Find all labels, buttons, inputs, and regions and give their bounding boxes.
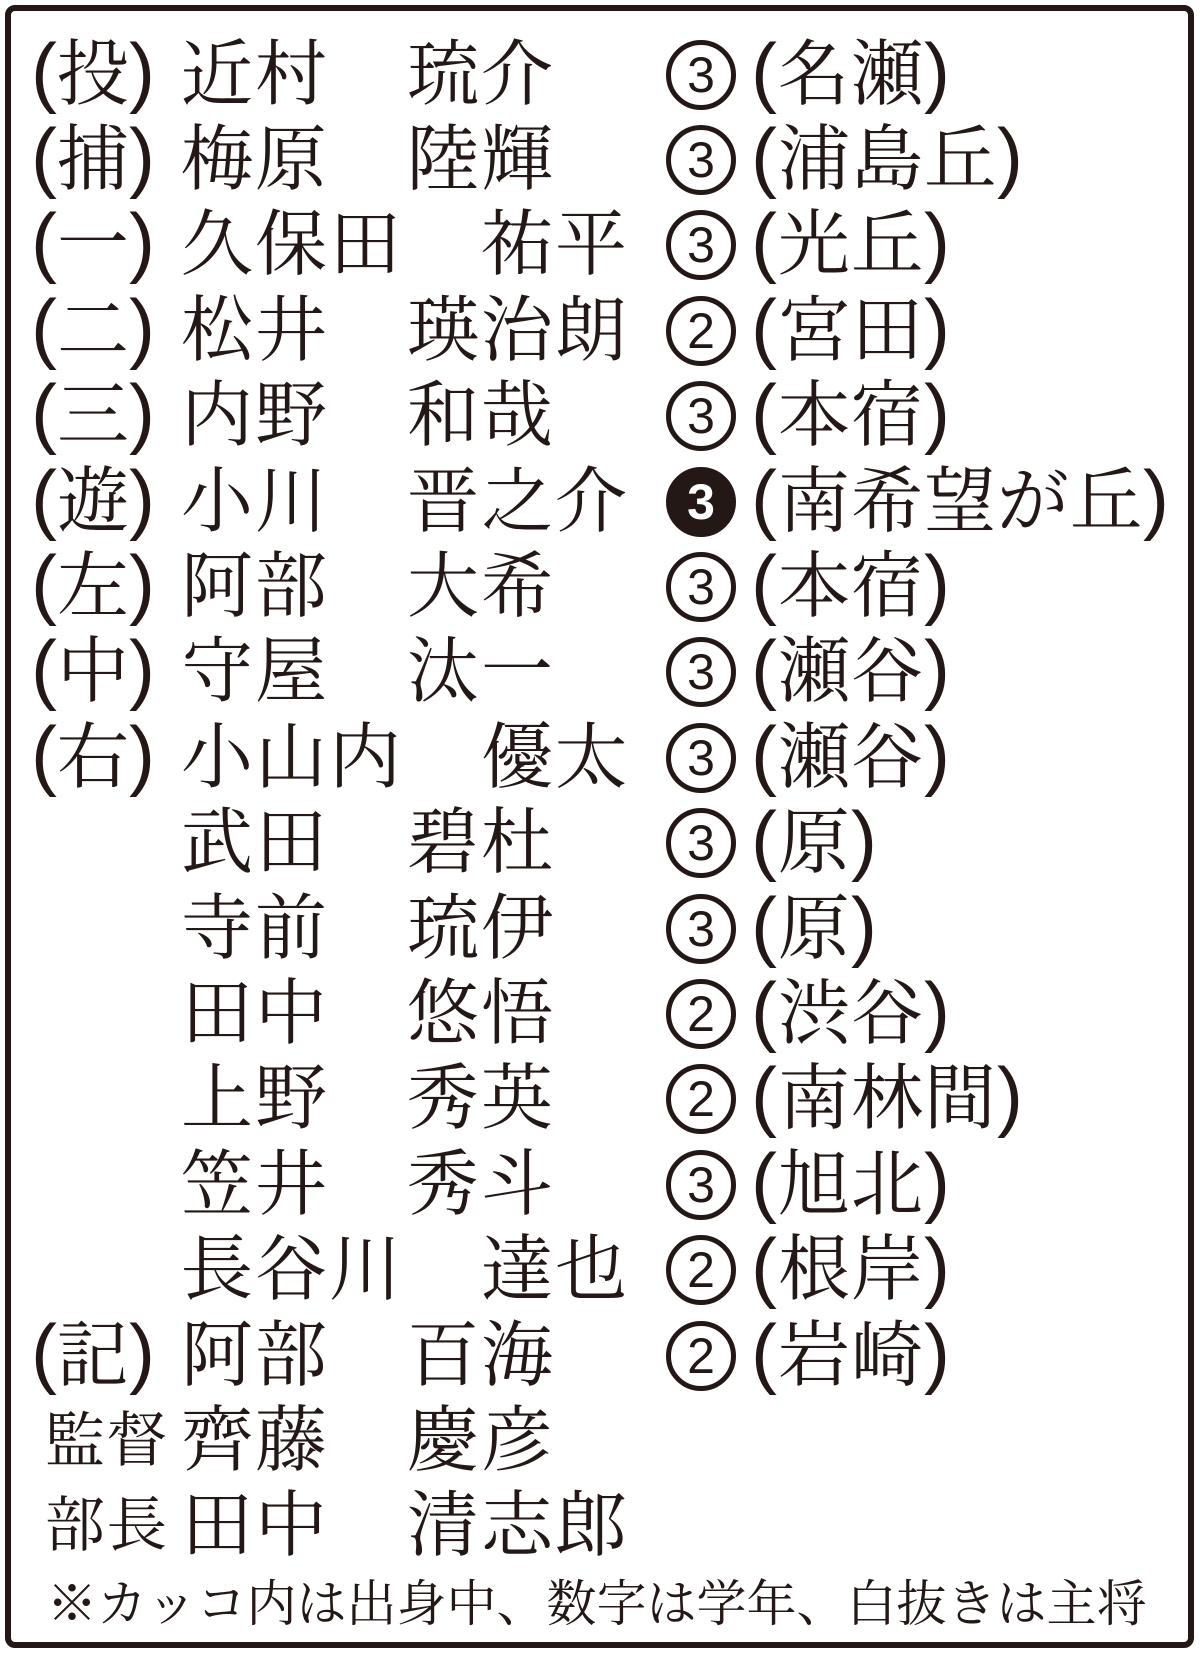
name-space <box>329 1526 407 1527</box>
position-label <box>31 539 181 628</box>
position-text: 右 <box>56 717 129 798</box>
position-label <box>31 368 181 457</box>
family-name: 内野 <box>181 376 330 457</box>
close-paren: ) <box>924 368 951 457</box>
open-paren: ( <box>751 795 778 884</box>
name-space <box>329 1440 407 1441</box>
position-text: 監督 <box>45 1406 169 1474</box>
roster-row <box>11 795 1188 886</box>
school-cell <box>751 1222 951 1311</box>
position-label <box>31 1406 181 1474</box>
open-paren: ( <box>31 709 57 798</box>
grade-cell <box>666 552 751 622</box>
close-paren: ) <box>997 112 1024 201</box>
roster-row <box>11 26 1188 117</box>
close-paren: ) <box>129 709 155 798</box>
school-name: 根岸 <box>777 1230 924 1311</box>
position-label <box>31 709 181 798</box>
open-paren: ( <box>751 26 778 115</box>
grade-badge: 2 <box>666 1235 736 1305</box>
close-paren: ) <box>924 26 951 115</box>
position-text: 投 <box>56 34 129 115</box>
grade-badge: 3 <box>666 467 736 537</box>
player-name <box>181 1486 666 1567</box>
open-paren: ( <box>31 453 57 542</box>
grade-cell <box>666 723 751 793</box>
family-name: 阿部 <box>181 547 330 628</box>
grade-badge: 3 <box>666 210 736 280</box>
family-name: 梅原 <box>181 120 330 201</box>
close-paren: ) <box>129 539 155 628</box>
position-label <box>31 1307 181 1396</box>
position-text: 二 <box>56 290 129 371</box>
grade-cell <box>666 1150 751 1220</box>
family-name: 田中 <box>181 1486 330 1567</box>
position-text: 三 <box>56 376 129 457</box>
grade-badge: 2 <box>666 296 736 366</box>
roster-row <box>11 1484 1188 1569</box>
legend-note: ※カッコ内は出身中、数字は学年、白抜きは主将 <box>47 1576 1147 1633</box>
grade-cell <box>666 808 751 878</box>
roster-row <box>11 709 1188 800</box>
grade-cell <box>666 210 751 280</box>
given-name: 祐平 <box>481 205 630 286</box>
open-paren: ( <box>751 1136 778 1225</box>
roster-row <box>11 880 1188 971</box>
close-paren: ) <box>1143 453 1170 542</box>
close-paren: ) <box>924 1222 951 1311</box>
open-paren: ( <box>751 1307 778 1396</box>
grade-cell <box>666 894 751 964</box>
family-name: 笠井 <box>181 1144 330 1225</box>
name-space <box>329 672 407 673</box>
roster-row <box>11 539 1188 629</box>
open-paren: ( <box>31 282 57 371</box>
family-name: 久保田 <box>181 205 404 286</box>
player-name <box>181 290 666 371</box>
name-space <box>403 245 481 246</box>
player-name <box>181 461 666 542</box>
school-cell <box>751 795 878 884</box>
family-name: 守屋 <box>181 632 330 713</box>
name-space <box>329 160 407 161</box>
player-name <box>181 205 666 286</box>
given-name: 琉伊 <box>407 888 556 969</box>
grade-badge: 3 <box>666 125 736 195</box>
school-name: 旭北 <box>777 1144 924 1225</box>
close-paren: ) <box>924 197 951 286</box>
school-cell <box>751 112 1024 201</box>
open-paren: ( <box>31 368 57 457</box>
school-name: 瀬谷 <box>777 632 924 713</box>
given-name: 琉介 <box>407 34 556 115</box>
given-name: 秀斗 <box>407 1144 556 1225</box>
school-name: 岩崎 <box>777 1315 924 1396</box>
position-label <box>31 26 181 115</box>
name-space <box>329 928 407 929</box>
open-paren: ( <box>751 368 778 457</box>
name-space <box>329 1099 407 1100</box>
roster-row <box>11 453 1188 544</box>
open-paren: ( <box>751 539 778 628</box>
given-name: 陸輝 <box>407 120 556 201</box>
roster-row <box>11 1222 1188 1312</box>
given-name: 晋之介 <box>407 461 630 542</box>
player-name <box>181 1144 666 1225</box>
player-name <box>181 803 666 884</box>
close-paren: ) <box>851 795 878 884</box>
position-text: 中 <box>56 632 129 713</box>
school-name: 渋谷 <box>777 973 924 1054</box>
close-paren: ) <box>924 282 951 371</box>
given-name: 達也 <box>481 1230 630 1311</box>
grade-badge: 3 <box>666 40 736 110</box>
name-space <box>329 330 407 331</box>
close-paren: ) <box>924 709 951 798</box>
close-paren: ) <box>129 368 155 457</box>
school-name: 瀬谷 <box>777 717 924 798</box>
close-paren: ) <box>851 880 878 969</box>
player-name <box>181 717 666 798</box>
grade-cell <box>666 1235 751 1305</box>
school-cell <box>751 539 951 628</box>
roster-row <box>11 197 1188 288</box>
name-space <box>329 416 407 417</box>
open-paren: ( <box>751 453 778 542</box>
school-name: 南希望が丘 <box>777 461 1143 542</box>
school-name: 名瀬 <box>777 34 924 115</box>
school-cell <box>751 26 951 115</box>
family-name: 齊藤 <box>181 1400 330 1481</box>
grade-cell <box>666 381 751 451</box>
school-name: 南林間 <box>777 1059 997 1140</box>
position-label <box>31 282 181 371</box>
open-paren: ( <box>751 197 778 286</box>
grade-badge: 2 <box>666 1321 736 1391</box>
family-name: 田中 <box>181 973 330 1054</box>
close-paren: ) <box>129 112 155 201</box>
open-paren: ( <box>31 1307 57 1396</box>
name-space <box>329 587 407 588</box>
player-name <box>181 34 666 115</box>
name-space <box>403 757 481 758</box>
player-name <box>181 1059 666 1140</box>
grade-badge: 2 <box>666 1064 736 1134</box>
close-paren: ) <box>129 1307 155 1396</box>
roster-row <box>11 1051 1188 1142</box>
position-label <box>31 197 181 286</box>
name-space <box>329 843 407 844</box>
close-paren: ) <box>924 1307 951 1396</box>
family-name: 松井 <box>181 290 330 371</box>
school-name: 本宿 <box>777 547 924 628</box>
close-paren: ) <box>129 197 155 286</box>
school-cell <box>751 453 1170 542</box>
roster-row <box>11 1307 1188 1398</box>
position-label <box>31 112 181 201</box>
grade-cell <box>666 296 751 366</box>
given-name: 和哉 <box>407 376 556 457</box>
family-name: 小川 <box>181 461 330 542</box>
position-text: 左 <box>56 547 129 628</box>
given-name: 汰一 <box>407 632 556 713</box>
given-name: 優太 <box>481 717 630 798</box>
grade-badge: 3 <box>666 808 736 878</box>
open-paren: ( <box>31 112 57 201</box>
school-name: 光丘 <box>777 205 924 286</box>
family-name: 上野 <box>181 1059 330 1140</box>
school-name: 原 <box>777 888 851 969</box>
open-paren: ( <box>751 112 778 201</box>
grade-badge: 3 <box>666 894 736 964</box>
family-name: 小山内 <box>181 717 404 798</box>
grade-cell <box>666 1064 751 1134</box>
school-name: 本宿 <box>777 376 924 457</box>
position-label <box>31 624 181 713</box>
player-name <box>181 1230 666 1311</box>
roster-row <box>11 112 1188 202</box>
roster-row <box>11 965 1188 1056</box>
school-cell <box>751 1307 951 1396</box>
school-cell <box>751 1136 951 1225</box>
grade-badge: 3 <box>666 637 736 707</box>
player-name <box>181 1315 666 1396</box>
school-cell <box>751 624 951 713</box>
grade-cell <box>666 1491 751 1561</box>
grade-cell <box>666 40 751 110</box>
player-name <box>181 632 666 713</box>
school-cell <box>751 197 951 286</box>
given-name: 碧杜 <box>407 803 556 884</box>
roster-row <box>11 624 1188 715</box>
grade-badge: 3 <box>666 381 736 451</box>
grade-badge: 2 <box>666 979 736 1049</box>
roster-card <box>5 5 1194 1648</box>
close-paren: ) <box>129 453 155 542</box>
school-cell <box>751 880 878 969</box>
school-cell <box>751 368 951 457</box>
school-cell <box>751 1051 1024 1140</box>
name-space <box>329 1355 407 1356</box>
open-paren: ( <box>751 965 778 1054</box>
grade-cell <box>666 637 751 707</box>
roster-row <box>11 282 1188 373</box>
close-paren: ) <box>129 282 155 371</box>
open-paren: ( <box>751 880 778 969</box>
roster-row <box>11 1398 1188 1483</box>
position-text: 記 <box>56 1315 129 1396</box>
close-paren: ) <box>129 624 155 713</box>
roster-row <box>11 368 1188 459</box>
grade-cell <box>666 979 751 1049</box>
open-paren: ( <box>31 624 57 713</box>
roster-list <box>11 11 1188 1569</box>
grade-badge: 3 <box>666 1150 736 1220</box>
position-text: 部長 <box>45 1492 169 1560</box>
grade-badge: 3 <box>666 552 736 622</box>
given-name: 悠悟 <box>407 973 556 1054</box>
close-paren: ) <box>924 965 951 1054</box>
grade-badge: 3 <box>666 723 736 793</box>
player-name <box>181 376 666 457</box>
position-label <box>31 1492 181 1560</box>
family-name: 寺前 <box>181 888 330 969</box>
given-name: 瑛治朗 <box>407 290 630 371</box>
close-paren: ) <box>924 624 951 713</box>
close-paren: ) <box>129 26 155 115</box>
position-text: 捕 <box>56 120 129 201</box>
open-paren: ( <box>751 709 778 798</box>
open-paren: ( <box>31 26 57 115</box>
open-paren: ( <box>751 624 778 713</box>
close-paren: ) <box>924 539 951 628</box>
name-space <box>329 1184 407 1185</box>
close-paren: ) <box>997 1051 1024 1140</box>
position-text: 一 <box>56 205 129 286</box>
given-name: 秀英 <box>407 1059 556 1140</box>
name-space <box>329 1013 407 1014</box>
school-cell <box>751 965 951 1054</box>
open-paren: ( <box>31 197 57 286</box>
position-label <box>31 453 181 542</box>
player-name <box>181 1400 666 1481</box>
school-cell <box>751 282 951 371</box>
player-name <box>181 120 666 201</box>
open-paren: ( <box>751 1222 778 1311</box>
school-cell <box>751 709 951 798</box>
open-paren: ( <box>31 539 57 628</box>
close-paren: ) <box>924 1136 951 1225</box>
player-name <box>181 888 666 969</box>
position-text: 遊 <box>56 461 129 542</box>
name-space <box>329 501 407 502</box>
family-name: 阿部 <box>181 1315 330 1396</box>
grade-cell <box>666 125 751 195</box>
school-name: 浦島丘 <box>777 120 997 201</box>
grade-cell <box>666 467 751 537</box>
family-name: 武田 <box>181 803 330 884</box>
grade-cell <box>666 1321 751 1391</box>
player-name <box>181 973 666 1054</box>
school-name: 原 <box>777 803 851 884</box>
given-name: 慶彦 <box>407 1400 556 1481</box>
name-space <box>329 74 407 75</box>
given-name: 百海 <box>407 1315 556 1396</box>
open-paren: ( <box>751 1051 778 1140</box>
given-name: 大希 <box>407 547 556 628</box>
player-name <box>181 547 666 628</box>
family-name: 長谷川 <box>181 1230 404 1311</box>
family-name: 近村 <box>181 34 330 115</box>
school-name: 宮田 <box>777 290 924 371</box>
given-name: 清志郎 <box>407 1486 630 1567</box>
open-paren: ( <box>751 282 778 371</box>
grade-cell <box>666 1406 751 1476</box>
name-space <box>403 1270 481 1271</box>
roster-row <box>11 1136 1188 1227</box>
